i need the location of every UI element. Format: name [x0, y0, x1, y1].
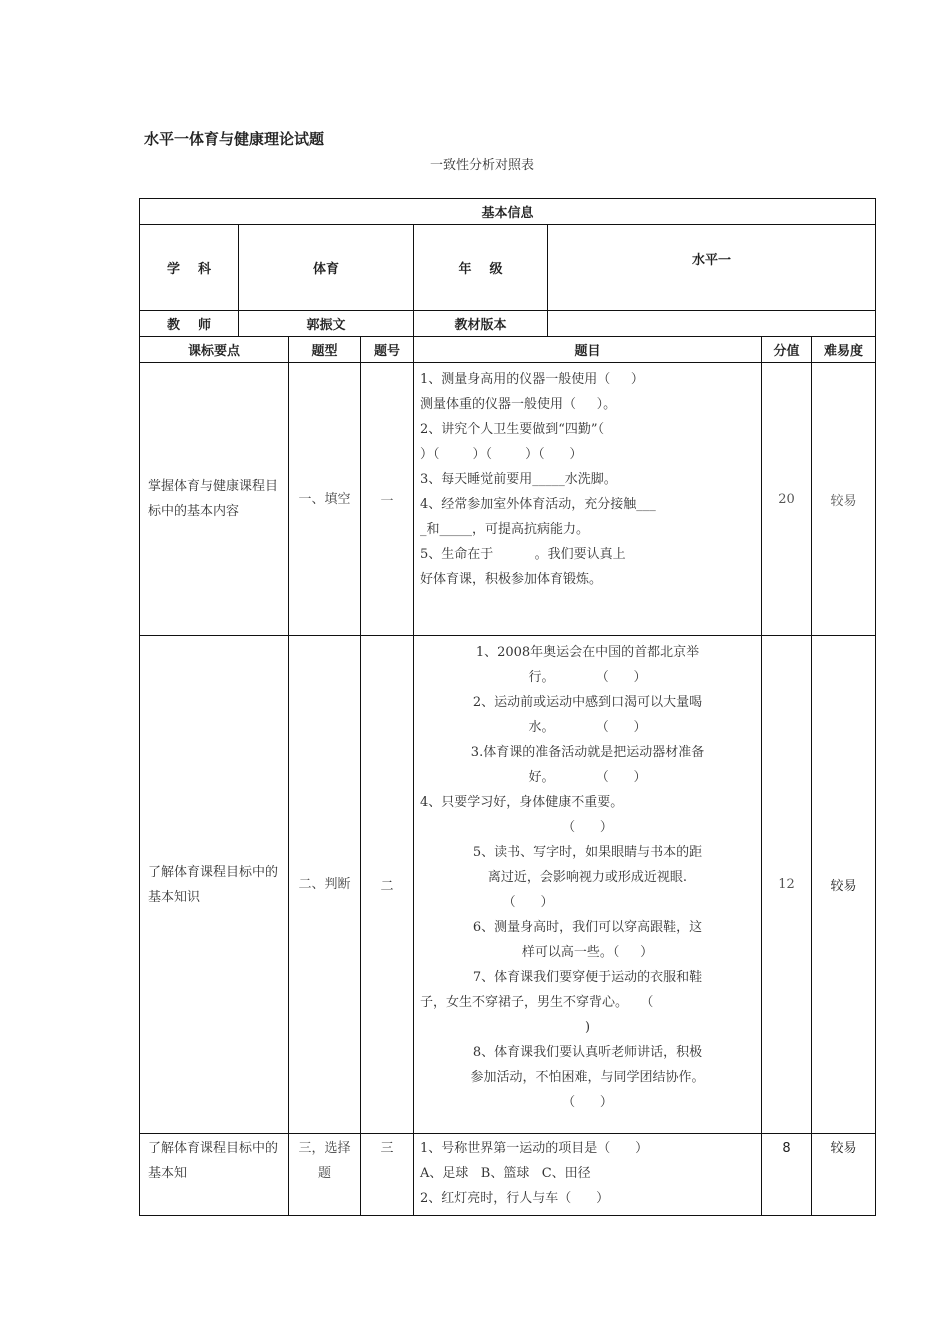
table-row [140, 636, 876, 1134]
question-line: 2、红灯亮时，行人与车（ ） [420, 1191, 610, 1206]
subject-value: 体育 [239, 225, 414, 311]
question-line: 5、生命在于 。我们要认真上 [420, 547, 626, 562]
question-line: 好体育课，积极参加体育锻炼。 [420, 572, 603, 587]
question-line: 5、读书、写字时，如果眼睛与书本的距 [472, 845, 703, 860]
row-difficulty: 较易 [812, 363, 876, 636]
question-line: 7、体育课我们要穿便于运动的衣服和鞋 [472, 970, 703, 985]
question-line: 子，女生不穿裙子，男生不穿背心。 （ [420, 995, 654, 1010]
basic-info-header-row [140, 199, 876, 225]
question-line: 离过近，会影响视力或形成近视眼. [487, 870, 688, 885]
edition-label: 教材版本 [414, 311, 548, 337]
question-line: （ ） [562, 820, 613, 835]
question-line: 4、只要学习好，身体健康不重要。 [420, 795, 624, 810]
question-line: 1、测量身高用的仪器一般使用（ ） [420, 372, 644, 387]
question-line: 6、测量身高时，我们可以穿高跟鞋，这 [472, 920, 703, 935]
subject-label: 学 科 [140, 225, 239, 311]
row-point: 了解体育课程目标中的基本知识 [140, 636, 289, 1134]
edition-value [548, 311, 876, 337]
column-header-row [140, 337, 876, 363]
grade-value: 水平一 [548, 225, 876, 311]
row-score: 8 [762, 1134, 812, 1216]
row-type: 三，选择题 [289, 1134, 361, 1216]
col-header-question: 题目 [414, 337, 762, 363]
row-questions [414, 636, 762, 1134]
question-line: 3.体育课的准备活动就是把运动器材准备 [470, 745, 705, 760]
question-line: 4、经常参加室外体育活动，充分接触___ [420, 497, 656, 512]
col-header-point: 课标要点 [140, 337, 289, 363]
question-line: 好。 （ ） [528, 770, 647, 785]
question-line: A、足球 B、篮球 C、田径 [420, 1166, 591, 1181]
question-line: 1、号称世界第一运动的项目是（ ） [420, 1141, 649, 1156]
row-difficulty: 较易 [812, 636, 876, 1134]
col-header-score: 分值 [762, 337, 812, 363]
question-line: 1、2008年奥运会在中国的首都北京举 [475, 645, 700, 660]
row-type: 一、填空 [289, 363, 361, 636]
col-header-type: 题型 [289, 337, 361, 363]
row-number: 二 [361, 636, 414, 1134]
question-line: （ ） [420, 895, 554, 910]
teacher-value: 郭振文 [239, 311, 414, 337]
table-row [140, 1134, 876, 1216]
row-number: 一 [361, 363, 414, 636]
question-line: 2、运动前或运动中感到口渴可以大量喝 [472, 695, 703, 710]
subject-row [140, 225, 876, 311]
col-header-number: 题号 [361, 337, 414, 363]
document-title: 水平一体育与健康理论试题 [144, 130, 325, 148]
question-line: _和_____，可提高抗病能力。 [420, 522, 590, 537]
row-score: 20 [762, 363, 812, 636]
question-line: ) [584, 1020, 591, 1035]
row-difficulty: 较易 [812, 1134, 876, 1216]
question-line: （ ） [562, 1095, 613, 1110]
question-line: 测量体重的仪器一般使用（ ）。 [420, 397, 617, 412]
row-questions [414, 1134, 762, 1216]
grade-label: 年 级 [414, 225, 548, 311]
basic-info-header: 基本信息 [140, 199, 876, 225]
row-point: 掌握体育与健康课程目标中的基本内容 [140, 363, 289, 636]
document-subtitle: 一致性分析对照表 [430, 158, 535, 173]
row-score: 12 [762, 636, 812, 1134]
question-line: ）（ ）（ ）（ ） [420, 447, 583, 462]
col-header-difficulty: 难易度 [812, 337, 876, 363]
row-point: 了解体育课程目标中的基本知 [140, 1134, 289, 1216]
question-line: 行。 （ ） [528, 670, 647, 685]
question-line: 8、体育课我们要认真听老师讲话，积极 [472, 1045, 703, 1060]
question-line: 样可以高一些。（ ） [521, 945, 654, 960]
question-line: 水。 （ ） [528, 720, 647, 735]
row-type: 二、判断 [289, 636, 361, 1134]
question-line: 参加活动，不怕困难，与同学团结协作。 [470, 1070, 705, 1085]
row-questions [414, 363, 762, 636]
teacher-label: 教 师 [140, 311, 239, 337]
analysis-table [139, 198, 876, 1216]
table-row [140, 363, 876, 636]
row-number: 三 [361, 1134, 414, 1216]
teacher-row [140, 311, 876, 337]
question-line: 2、讲究个人卫生要做到“四勤”（ [420, 422, 605, 437]
question-line: 3、每天睡觉前要用_____水洗脚。 [420, 472, 617, 487]
